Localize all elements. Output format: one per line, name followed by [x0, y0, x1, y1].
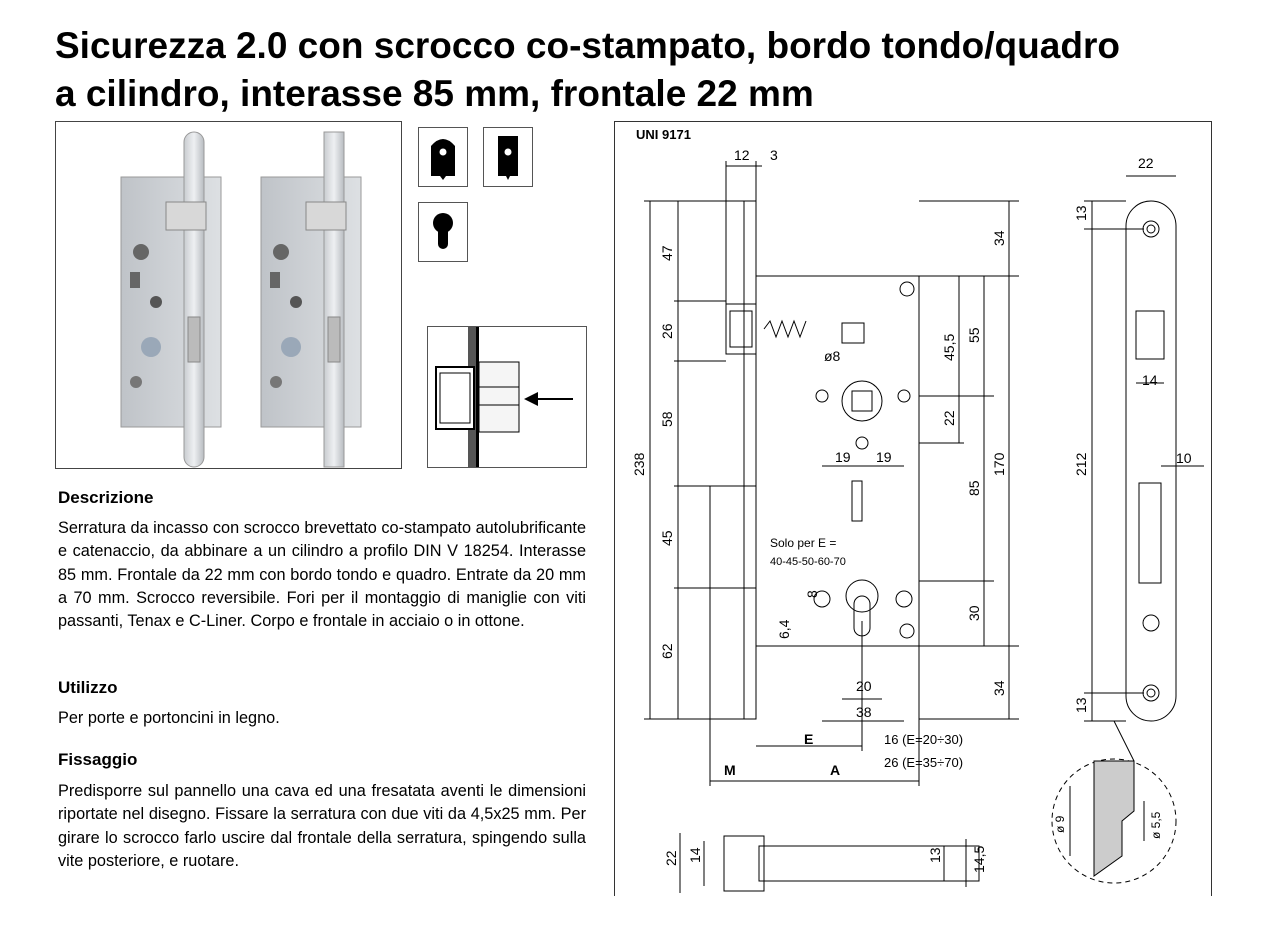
dim-170: 170 [991, 452, 1007, 476]
dim-34-bottom: 34 [991, 680, 1007, 696]
faceplate-dim-13-top: 13 [1073, 205, 1089, 221]
square-edge-icon [483, 127, 533, 187]
faceplate-dim-212: 212 [1073, 452, 1089, 476]
detail-dim-d5-5: ø 5,5 [1149, 811, 1163, 839]
usage-heading: Utilizzo [58, 678, 118, 697]
dim-47: 47 [659, 245, 675, 261]
description-text: Serratura da incasso con scrocco brevettato co-stampato autolubrificante e catenaccio, da abbinare a un cilindro a profilo DIN V 18254. Interasse 85 mm. Frontale da 22 mm con bordo tondo e quadro. Entrate da 20 mm a 70 mm. Scrocco reversibile. Fori per il montaggio di maniglie con viti passanti, Tenax e C-Liner. Corpo e frontale in acciaio o in ottone. [58, 519, 586, 631]
solo-per-e-label: Solo per E = [770, 536, 837, 550]
dim-62: 62 [659, 643, 675, 659]
section-dim-14: 14 [687, 847, 703, 863]
title-line-1: Sicurezza 2.0 con scrocco co-stampato, bordo tondo/quadro [55, 25, 1120, 66]
dim-20: 20 [856, 678, 872, 694]
latch-insertion-diagram [427, 326, 587, 468]
dim-45: 45 [659, 530, 675, 546]
faceplate-dim-22: 22 [1138, 155, 1154, 171]
dim-55: 55 [966, 327, 982, 343]
dim-238: 238 [631, 452, 647, 476]
dim-19-left: 19 [835, 449, 851, 465]
section-dim-22: 22 [663, 850, 679, 866]
dimension-drawing [614, 121, 1210, 895]
section-dim-13: 13 [927, 847, 943, 863]
dim-26: 26 [659, 323, 675, 339]
faceplate-dim-14: 14 [1142, 372, 1158, 388]
description-heading: Descrizione [58, 488, 154, 507]
standard-label: UNI 9171 [636, 127, 691, 142]
dim-19-right: 19 [876, 449, 892, 465]
detail-dim-d9: ø 9 [1053, 815, 1067, 833]
dim-8: 8 [804, 590, 820, 598]
page-title [55, 22, 1245, 118]
dim-30: 30 [966, 605, 982, 621]
fixing-text: Predisporre sul pannello una cava ed una fresatata aventi le dimensioni riportate nel disegno. Fissare la serratura con due viti da 4,5x25 mm. Per girare lo scrocco farlo uscire dal frontale della serratura, spingendo sulla vite posteriore, e ruotare. [58, 782, 586, 870]
section-dim-14-5: 14,5 [971, 845, 987, 873]
dim-34-top: 34 [991, 230, 1007, 246]
dim-58: 58 [659, 411, 675, 427]
dim-e-range-1: 16 (E=20÷30) [884, 732, 964, 747]
dim-E: E [804, 731, 814, 747]
product-photo [55, 121, 402, 469]
usage-text: Per porte e portoncini in legno. [58, 709, 280, 727]
dim-45-5: 45,5 [941, 333, 957, 361]
cylinder-profile-icon [418, 202, 468, 262]
dim-d8: ø8 [824, 348, 841, 364]
solo-per-e-values: 40-45-50-60-70 [770, 556, 846, 568]
faceplate-dim-13-bottom: 13 [1073, 697, 1089, 713]
fixing-heading: Fissaggio [58, 750, 138, 769]
lock-photo-illustration [56, 122, 401, 468]
dim-22: 22 [941, 410, 957, 426]
dim-A: A [830, 762, 841, 778]
dim-12: 12 [734, 147, 750, 163]
dim-6-4: 6,4 [776, 619, 792, 639]
faceplate-dim-10: 10 [1176, 450, 1192, 466]
dim-3: 3 [770, 147, 778, 163]
dim-M: M [724, 762, 736, 778]
dim-38: 38 [856, 704, 872, 720]
title-line-2: a cilindro, interasse 85 mm, frontale 22 mm [55, 73, 814, 114]
round-edge-icon [418, 127, 468, 187]
dim-e-range-2: 26 (E=35÷70) [884, 755, 964, 770]
dim-85: 85 [966, 480, 982, 496]
